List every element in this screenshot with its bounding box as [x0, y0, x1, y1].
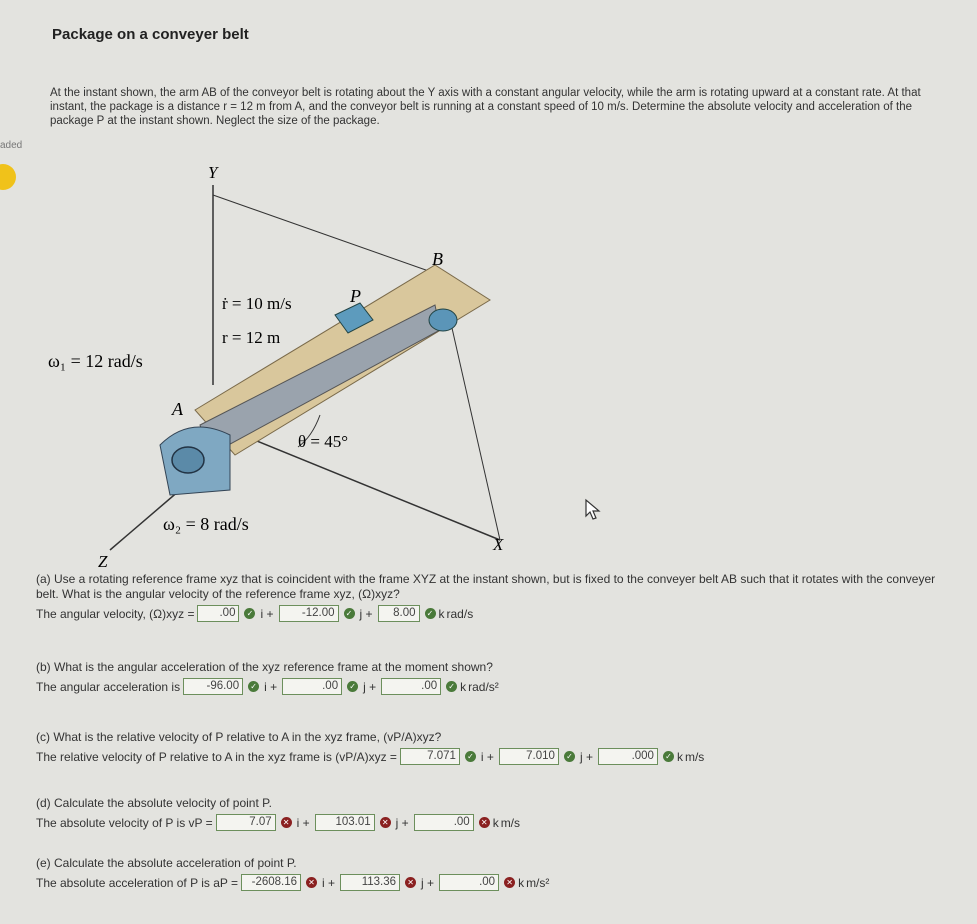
unit-vector-k: k — [676, 749, 683, 764]
conveyor-figure — [30, 155, 570, 575]
x-axis-label: X — [493, 535, 504, 554]
correct-check-icon: ✓ — [564, 751, 575, 762]
question-c — [36, 730, 956, 765]
incorrect-x-icon: ✕ — [281, 817, 292, 828]
answer-row-d — [36, 814, 956, 831]
y-axis-label: Y — [208, 163, 218, 182]
answer-e-i-input[interactable]: -2608.16 — [241, 874, 301, 891]
answer-a-i-input[interactable]: .00 — [197, 605, 239, 622]
answer-c-k-input[interactable]: .000 — [598, 748, 658, 765]
plane-top-edge — [213, 195, 440, 275]
omega2-label: ω₂ = 8 rad/s — [163, 514, 249, 534]
answer-b-k-input[interactable]: .00 — [381, 678, 441, 695]
progress-dot — [0, 164, 16, 190]
unit-vector-j: j + — [395, 815, 409, 830]
question-e-text: (e) Calculate the absolute acceleration of point P. — [36, 856, 297, 870]
correct-check-icon: ✓ — [465, 751, 476, 762]
unit-vector-i: i + — [296, 815, 310, 830]
question-b-text: (b) What is the angular acceleration of the xyz reference frame at the moment shown? — [36, 660, 493, 674]
unit-vector-k: k — [492, 815, 499, 830]
unit-vector-k: k — [518, 875, 525, 890]
point-b-label: B — [432, 249, 443, 269]
answer-d-i-input[interactable]: 7.07 — [216, 814, 276, 831]
sidebar-label: aded — [0, 140, 23, 151]
correct-check-icon: ✓ — [347, 681, 358, 692]
question-d-text: (d) Calculate the absolute velocity of point P. — [36, 796, 272, 810]
theta-label: θ = 45° — [298, 432, 349, 451]
question-d — [36, 796, 956, 831]
answer-d-unit: m/s — [500, 815, 521, 830]
question-a — [36, 572, 956, 622]
answer-d-k-input[interactable]: .00 — [414, 814, 474, 831]
unit-vector-i: i + — [322, 875, 336, 890]
question-a-text: (a) Use a rotating reference frame xyz that is coincident with the frame XYZ at the instant shown, but is fixed to the conveyer belt AB such that it rotates with the conveyer belt. What is the angular velocity of the reference frame xyz, (Ω)xyz? — [36, 572, 936, 601]
incorrect-x-icon: ✕ — [306, 877, 317, 888]
answer-e-j-input[interactable]: 113.36 — [340, 874, 400, 891]
answer-a-unit: rad/s — [446, 606, 474, 621]
answer-c-i-input[interactable]: 7.071 — [400, 748, 460, 765]
answer-b-lead: The angular acceleration is — [36, 679, 181, 694]
answer-d-lead: The absolute velocity of P is vP = — [36, 815, 213, 830]
unit-vector-j: j + — [421, 875, 435, 890]
answer-e-k-input[interactable]: .00 — [439, 874, 499, 891]
unit-vector-k: k — [460, 679, 467, 694]
answer-a-k-input[interactable]: 8.00 — [378, 605, 420, 622]
pointer-cursor-icon — [584, 498, 604, 522]
correct-check-icon: ✓ — [446, 681, 457, 692]
x-axis-line — [230, 430, 500, 540]
answer-row-e — [36, 874, 956, 891]
omega1-label: ω₁ = 12 rad/s — [48, 351, 143, 371]
incorrect-x-icon: ✕ — [479, 817, 490, 828]
rdot-label: ṙ = 10 m/s — [222, 294, 292, 313]
answer-row-c — [36, 748, 956, 765]
correct-check-icon: ✓ — [244, 608, 255, 619]
belt-end-roller — [429, 309, 457, 331]
incorrect-x-icon: ✕ — [405, 877, 416, 888]
correct-check-icon: ✓ — [425, 608, 436, 619]
unit-vector-j: j + — [363, 679, 377, 694]
unit-vector-j: j + — [359, 606, 373, 621]
page-title: Package on a conveyer belt — [52, 26, 249, 43]
point-p-label: P — [350, 286, 361, 306]
problem-statement: At the instant shown, the arm AB of the conveyor belt is rotating about the Y axis with a constant angular velocity, while the arm is rotating upward at a constant rate. At that instant, the package is a distance r = 12 m from A, and the conveyor belt is running at a constant speed of 10 m/s. Determine the absolute velocity and acceleration of the package P at the instant shown. Neglect the size of the package. — [50, 87, 921, 127]
answer-e-unit: m/s² — [526, 875, 550, 890]
answer-d-j-input[interactable]: 103.01 — [315, 814, 375, 831]
base-pivot — [172, 447, 204, 473]
answer-row-b — [36, 678, 956, 695]
correct-check-icon: ✓ — [344, 608, 355, 619]
unit-vector-k: k — [438, 606, 445, 621]
correct-check-icon: ✓ — [663, 751, 674, 762]
r-label: r = 12 m — [222, 328, 281, 347]
incorrect-x-icon: ✕ — [504, 877, 515, 888]
correct-check-icon: ✓ — [248, 681, 259, 692]
answer-a-lead: The angular velocity, (Ω)xyz = — [36, 606, 195, 621]
answer-b-i-input[interactable]: -96.00 — [183, 678, 243, 695]
unit-vector-i: i + — [480, 749, 494, 764]
unit-vector-i: i + — [260, 606, 274, 621]
answer-c-lead: The relative velocity of P relative to A in the xyz frame is (vP/A)xyz = — [36, 749, 397, 764]
point-a-label: A — [172, 399, 183, 419]
answer-b-unit: rad/s² — [468, 679, 499, 694]
unit-vector-j: j + — [579, 749, 593, 764]
z-axis-label: Z — [98, 552, 108, 571]
incorrect-x-icon: ✕ — [380, 817, 391, 828]
question-e — [36, 856, 956, 891]
answer-a-j-input[interactable]: -12.00 — [279, 605, 339, 622]
answer-b-j-input[interactable]: .00 — [282, 678, 342, 695]
answer-c-j-input[interactable]: 7.010 — [499, 748, 559, 765]
answer-c-unit: m/s — [684, 749, 705, 764]
unit-vector-i: i + — [264, 679, 278, 694]
answer-e-lead: The absolute acceleration of P is aP = — [36, 875, 239, 890]
question-b — [36, 660, 956, 695]
question-c-text: (c) What is the relative velocity of P relative to A in the xyz frame, (vP/A)xyz? — [36, 730, 442, 744]
answer-row-a — [36, 605, 956, 622]
